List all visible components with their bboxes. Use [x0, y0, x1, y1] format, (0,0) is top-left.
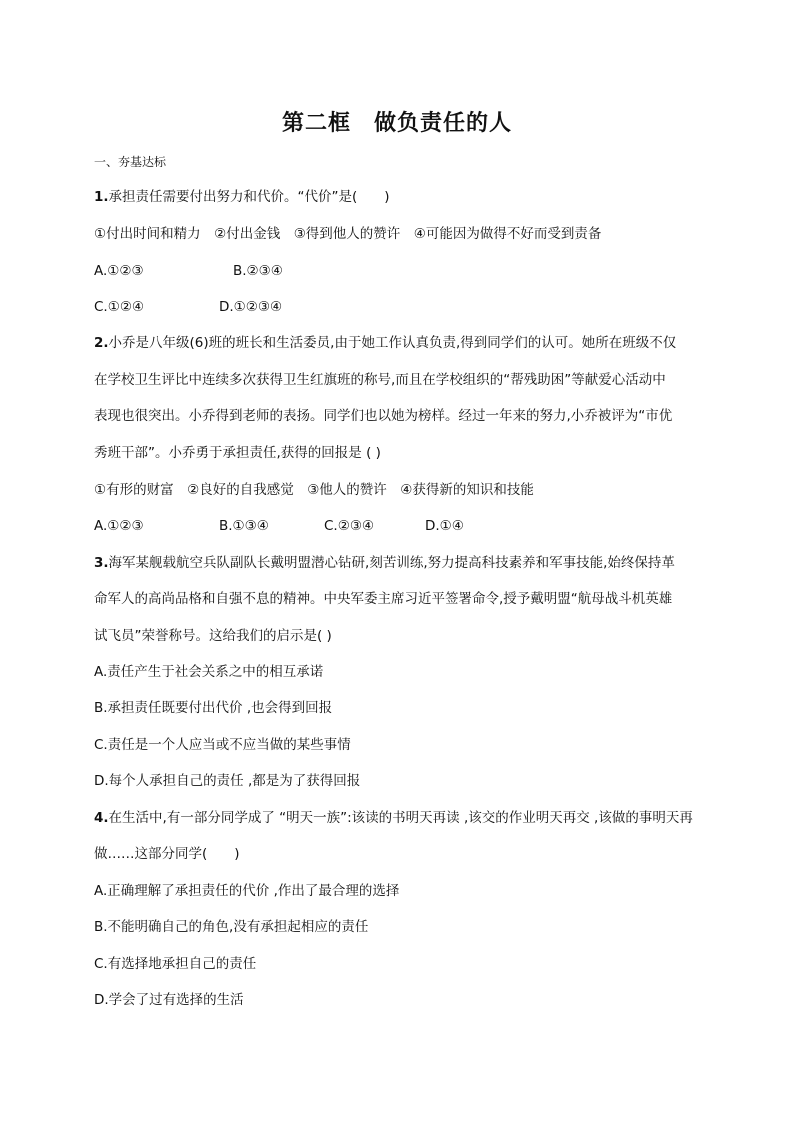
question-1-number: 1. [94, 189, 109, 205]
question-2-option-d: D.①④ [425, 518, 464, 534]
question-1-items: ①付出时间和精力 ②付出金钱 ③得到他人的赞许 ④可能因为做得不好而受到责备 [94, 226, 602, 242]
question-2-number: 2. [94, 335, 109, 351]
question-4-number: 4. [94, 810, 109, 826]
question-3-line-3: 试飞员”荣誉称号。这给我们的启示是( ) [94, 628, 332, 644]
question-1-option-a: A.①②③ [94, 263, 144, 279]
question-2-option-a: A.①②③ [94, 518, 144, 534]
page-title: 第二框 做负责任的人 [281, 111, 512, 136]
question-2-line-4: 秀班干部”。小乔勇于承担责任,获得的回报是 ( ) [94, 445, 381, 461]
question-3-line-1 [94, 553, 704, 573]
question-4-line-2: 做……这部分同学( ) [94, 846, 240, 862]
question-1-option-d: D.①②③④ [219, 299, 283, 315]
question-2-line-1 [94, 333, 704, 353]
question-1-option-c: C.①②④ [94, 299, 145, 315]
question-3-number: 3. [94, 555, 109, 571]
question-3-text-1: 海军某舰载航空兵队副队长戴明盟潜心钻研,刻苦训练,努力提高科技素养和军事技能,始终保持革 [108, 555, 675, 571]
question-4-option-b: B.不能明确自己的角色,没有承担起相应的责任 [94, 919, 369, 935]
question-2-text-1: 小乔是八年级(6)班的班长和生活委员,由于她工作认真负责,得到同学们的认可。她所在班级不仅 [108, 335, 677, 351]
question-1-option-b: B.②③④ [233, 263, 283, 279]
question-2-line-3: 表现也很突出。小乔得到老师的表扬。同学们也以她为榜样。经过一年来的努力,小乔被评为“市优 [94, 408, 673, 424]
question-4-option-c: C.有选择地承担自己的责任 [94, 956, 257, 972]
question-4-option-d: D.学会了过有选择的生活 [94, 992, 244, 1008]
question-1-options-row-1 [94, 261, 704, 281]
question-3-line-2: 命军人的高尚品格和自强不息的精神。中央军委主席习近平签署命令,授予戴明盟“航母战斗机英雄 [94, 591, 673, 607]
question-3-option-a: A.责任产生于社会关系之中的相互承诺 [94, 664, 324, 680]
question-3-option-b: B.承担责任既要付出代价 ,也会得到回报 [94, 700, 333, 716]
question-2-option-c: C.②③④ [324, 518, 375, 534]
question-1-options-row-2 [94, 297, 704, 317]
question-3-option-d: D.每个人承担自己的责任 ,都是为了获得回报 [94, 773, 361, 789]
question-4-text-1: 在生活中,有一部分同学成了 “明天一族”:该读的书明天再读 ,该交的作业明天再交 ,该做的事明天再 [108, 810, 693, 826]
question-2-items: ①有形的财富 ②良好的自我感觉 ③他人的赞许 ④获得新的知识和技能 [94, 482, 534, 498]
section-heading: 一、夯基达标 [94, 155, 167, 169]
question-2-option-b: B.①③④ [219, 518, 269, 534]
question-1-stem [94, 187, 704, 207]
question-1-text: 承担责任需要付出努力和代价。“代价”是( ) [108, 189, 390, 205]
question-4-line-1 [94, 808, 704, 828]
question-2-line-2: 在学校卫生评比中连续多次获得卫生红旗班的称号,而且在学校组织的“帮残助困”等献爱心活动中 [94, 372, 666, 388]
question-4-option-a: A.正确理解了承担责任的代价 ,作出了最合理的选择 [94, 883, 400, 899]
question-2-options [94, 516, 704, 536]
question-3-option-c: C.责任是一个人应当或不应当做的某些事情 [94, 737, 351, 753]
